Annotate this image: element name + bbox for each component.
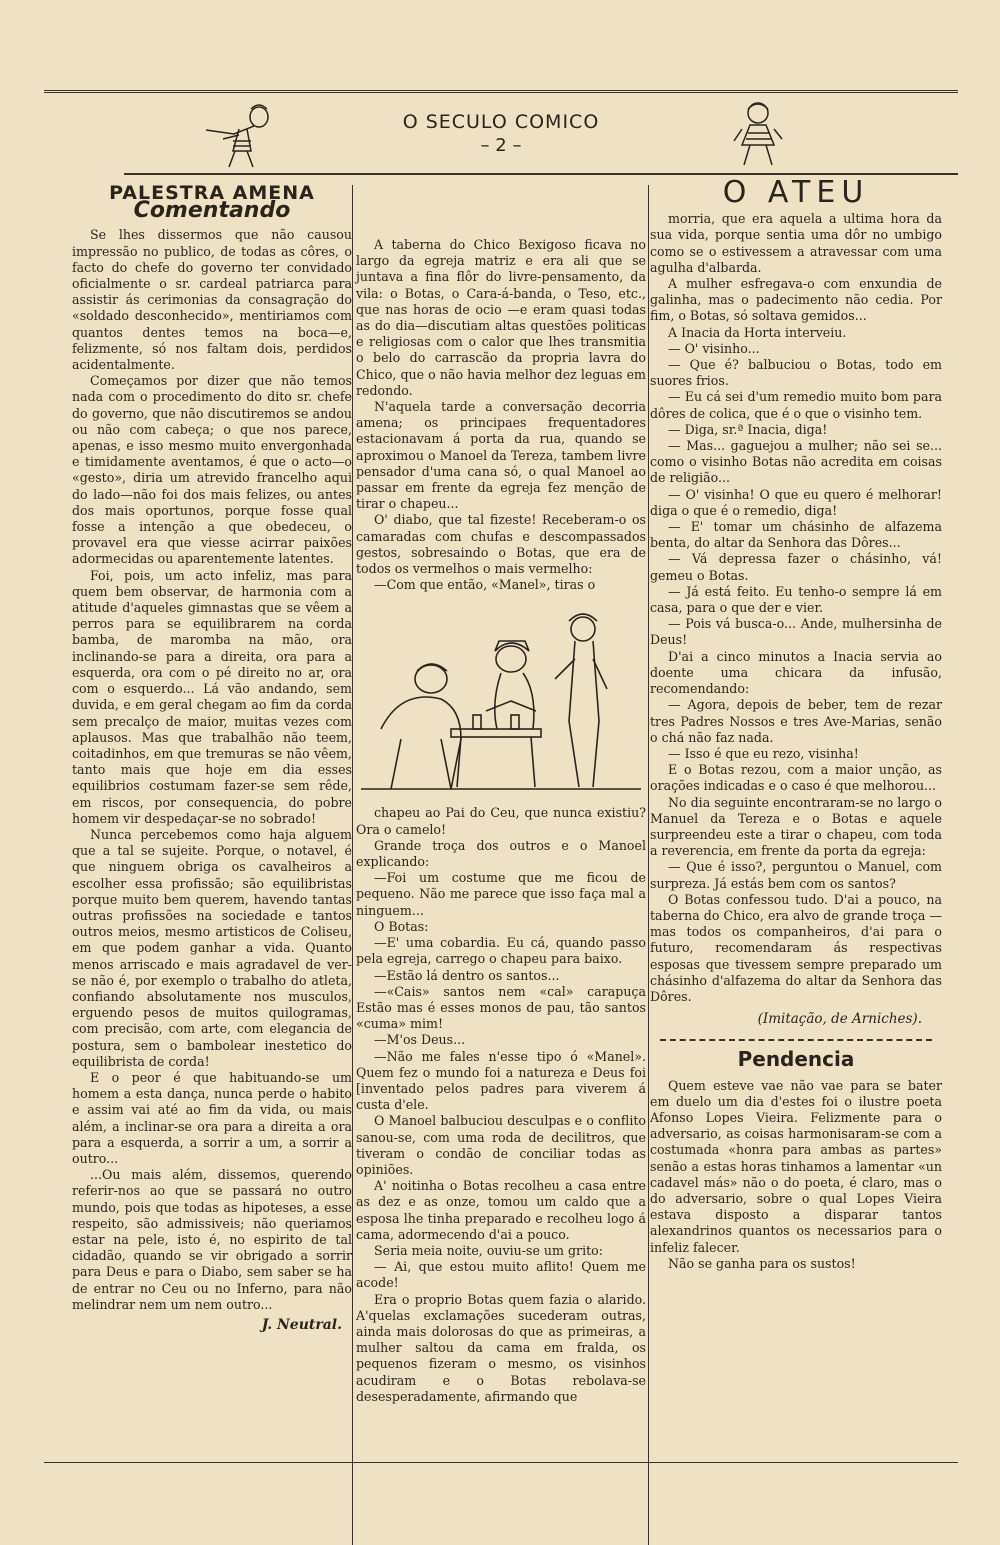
paragraph: ...Ou mais além, dissemos, querendo referir-nos ao que se passará no outro mundo, pois que todas as hipoteses, a esse respeito, são admissiveis; não queriamos estar na pele, isto é, no espirito de tal cidadão, quando se vir obrigado a sorrir para Deus e para o Diabo, sem saber se ha de entrar no Ceu ou no Inferno, para não melindrar nem um nem outro... (72, 1167, 352, 1312)
paragraph: A Inacia da Horta interveiu. (668, 324, 847, 340)
article-title: O ATEU (722, 175, 870, 210)
paragraph: —Com que então, «Manel», tiras o (374, 577, 596, 593)
page-number: – 2 – (480, 135, 522, 156)
bottom-rule (44, 1462, 958, 1463)
paragraph: — Que é? balbuciou o Botas, todo em suores frios. (650, 357, 942, 389)
paragraph: Seria meia noite, ouviu-se um grito: (374, 1242, 603, 1258)
paragraph: Foi, pois, um acto infeliz, mas para quem bem observar, de harmonia com a atitude d'aqueles gimnastas que se vêem a perros para se equilibrarem na corda bamba, de maromba na mão, ora inclinando-se para a direita, ora para a esquerda, ora com o pé direito no ar, ora com o esquerdo... Lá vão andando, sem duvida, e em geral chegam ao fim da corda sem precalço de maior, muitas vezes com aplausos. Mas que trabalhão não teem, coitadinhos, em que tremuras se não vêem, tanto mais que hoje em dia esses equilibrios costumam fazer-se sem rêde, em riscos, por consequencia, do pobre homem vir despedaçar-se no sobrado! (72, 567, 352, 826)
paragraph: — Ai, que estou muito aflito! Quem me acode! (356, 1259, 646, 1291)
paragraph: Começamos por dizer que não temos nada com o procedimento do dito sr. chefe do governo, que não discutiremos se andou ou não com cabeça; o que nos parece, apenas, e isso mesmo muito envergonhada e timidamente aventamos, é que o acto—o «gesto», diria um atrevido francelho aqui do lado—não foi dos mais felizes, ou antes dos mais oportunos, porque fosse qual fosse a intenção a que obedeceu, o provavel era que viesse acirrar paixões adormecidas ou aparentemente latentes. (72, 373, 352, 567)
paragraph: — Isso é que eu rezo, visinha! (668, 745, 859, 761)
column-ateu-part2 (650, 175, 942, 1272)
paragraph: —Não me fales n'esse tipo ó «Manel». Quem fez o mundo foi a natureza e Deus foi [inventado pelos padres para viverem á custa d'ele. (356, 1048, 646, 1113)
paragraph: O Botas: (374, 918, 429, 934)
paragraph: — Mas... gaguejou a mulher; não sei se... como o visinho Botas não acredita em coisas de religião... (650, 438, 942, 486)
paragraph: — E' tomar um chásinho de alfazema benta, do altar da Senhora das Dôres... (650, 519, 942, 551)
cartoon-figure-right-icon (730, 99, 790, 171)
paragraph: O Manoel balbuciou desculpas e o conflito sanou-se, com uma roda de decilitros, que tiveram o condão de conciliar todas as opiniões. (356, 1113, 646, 1177)
paragraph: Nunca percebemos como haja alguem que a tal se sujeite. Porque, o notavel, é que ninguem obriga os cavalheiros a escolher essa profissão; são equilibristas porque muito bem querem, havendo tantas outras profissões na sociedade e tantos outros meios, mesmo artisticos de Coliseu, em que podem ganhar a vida. Quanto menos arriscado e mais agradavel de ver-se não é, por exemplo o trabalho do atleta, confiando absolutamente nos musculos, erguendo pesos de muitos quilogramas, com precisão, com arte, com elegancia de postura, sem o bambolear inestetico do equilibrista de corda! (72, 826, 352, 1069)
tavern-illustration-icon (361, 599, 641, 799)
paragraph: — O' visinho... (668, 340, 760, 356)
column-divider (648, 185, 649, 1545)
paragraph: N'aquela tarde a conversação decorria amena; os principaes frequentadores estacionavam á porta da rua, quando se aproximou o Manoel da Tereza, tambem livre pensador d'uma cana só, o qual Manoel ao passar em frente da egreja fez menção de tirar o chapeu... (356, 399, 646, 512)
paragraph: Quem esteve vae não vae para se bater em duelo um dia d'estes foi o ilustre poeta Afonso Lopes Vieira. Felizmente para o adversario, as coisas harmonisaram-se com a costumada «honra para ambas as partes» senão a estas horas tinhamos a lamentar «un cadavel más» não o do poeta, é claro, mas o do adversario, sobre o qual Lopes Vieira estava disposto a disparar tantos alexandrinos quantos os necessarios para o infeliz falecer. (650, 1077, 942, 1255)
author-signature: J. Neutral. (261, 1317, 342, 1334)
paragraph: O' diabo, que tal fizeste! Receberam-o os camaradas com chufas e descompassados gestos, sobresaindo o Botas, que era de todos os vermelhos o mais vermelho: (356, 512, 646, 577)
paragraph: Não se ganha para os sustos! (668, 1255, 856, 1271)
paragraph: — Agora, depois de beber, tem de rezar tres Padres Nossos e tres Ave-Marias, senão o chá não faz nada. (650, 697, 942, 745)
newspaper-title: O SECULO COMICO (402, 111, 600, 133)
paragraph: — Diga, sr.ª Inacia, diga! (668, 421, 828, 437)
paragraph: A taberna do Chico Bexigoso ficava no largo da egreja matriz e era ali que se juntava a fina flôr do livre-pensamento, da vila: o Botas, o Cara-á-banda, o Teso, etc., que nas horas de ocio —e eram quasi todas as do dia—discutiam altas questões politicas e religiosas com o calor que lhes transmitia o belo do carrascão da propria lavra do Chico, que o não havia melhor dez leguas em redondo. (356, 237, 646, 398)
paragraph: Grande troça dos outros e o Manoel explicando: (356, 837, 646, 870)
paragraph: D'ai a cinco minutos a Inacia servia ao doente uma chicara da infusão, recomendando: (650, 648, 942, 697)
masthead (44, 93, 958, 183)
paragraph: chapeu ao Pai do Ceu, que nunca existiu? Ora o camelo! (356, 805, 646, 837)
paragraph: Era o proprio Botas quem fazia o alarido. A'quelas exclamações sucederam outras, ainda mais dolorosas do que as primeiras, a mulher saltou da cama em fralda, os pequenos fizeram o mesmo, os visinhos acudiram e o Botas rebolava-se desesperadamente, afirmando que (356, 1291, 646, 1404)
paragraph: —«Cais» santos nem «cal» carapuça Estão mas é esses monos de pau, tão santos «cuma» mim! (356, 983, 646, 1032)
paragraph: A' noitinha o Botas recolheu a casa entre as dez e as onze, tomou um caldo que a esposa lhe tinha preparado e recolheu logo á cama, adormecendo d'ai a pouco. (356, 1178, 646, 1242)
paragraph: A mulher esfregava-o com enxundia de galinha, mas o padecimento não cedia. Por fim, o Botas, só soltava gemidos... (650, 276, 942, 324)
paragraph: —Foi um costume que me ficou de pequeno. Não me parece que isso faça mal a ninguem... (356, 870, 646, 918)
section-title-pendencia: Pendencia (737, 1047, 855, 1072)
paragraph: —Estão lá dentro os santos... (374, 967, 560, 983)
column-ateu-part1 (356, 185, 646, 1405)
paragraph: — Já está feito. Eu tenho-o sempre lá em casa, para o que der e vier. (650, 583, 942, 616)
article-subtitle: Comentando (133, 198, 291, 224)
paragraph: Se lhes dissermos que não causou impressão no publico, de todas as côres, o facto do chefe do governo ter convidado oficialmente o sr. cardeal patriarca para assistir ás cerimonias da consagração do «soldado desconhecido», mentiriamos com quantos dentes temos na boca—e, felizmente, só nos faltam dois, perdidos acidentalmente. (72, 227, 352, 373)
paragraph: E o peor é que habituando-se um homem a esta dança, nunca perde o habito e assim vai até ao fim da vida, ou mais além, a inclinar-se ora para a direita a ora para a esquerda, a sorrir a um, a sorrir a outro... (72, 1069, 352, 1166)
title-spacer (356, 185, 646, 237)
section-title: PALESTRA AMENA (109, 182, 315, 204)
paragraph: No dia seguinte encontraram-se no largo o Manuel da Tereza e o Botas e aquele surpreendeu este a tirar o chapeu, com toda a reverencia, em frente da porta da egreja: (650, 794, 942, 859)
column-divider (352, 185, 353, 1545)
paragraph: — Pois vá busca-o... Ande, mulhersinha de Deus! (650, 616, 942, 648)
newspaper-page (44, 90, 958, 1473)
attribution: (Imitação, de Arniches). (757, 1011, 922, 1028)
paragraph: O Botas confessou tudo. D'ai a pouco, na taberna do Chico, era alvo de grande troça — mas todos os companheiros, d'ai para o futuro, recomendaram ás respectivas esposas que tivessem sempre preparado um chásinho d'alfazema do altar da Senhora das Dôres. (650, 891, 942, 1004)
column-palestra-amena (72, 182, 352, 1334)
paragraph: — Eu cá sei d'um remedio muito bom para dôres de colica, que é o que o visinho tem. (650, 389, 942, 421)
paragraph: E o Botas rezou, com a maior unção, as orações indicadas e o caso é que melhorou... (650, 762, 942, 794)
paragraph: — Vá depressa fazer o chásinho, vá! gemeu o Botas. (650, 551, 942, 583)
paragraph: — Que é isso?, perguntou o Manuel, com surpreza. Já estás bem com os santos? (650, 859, 942, 891)
paragraph: — O' visinha! O que eu quero é melhorar! diga o que é o remedio, diga! (650, 486, 942, 518)
paragraph: —E' uma cobardia. Eu cá, quando passo pela egreja, carrego o chapeu para baixo. (356, 935, 646, 967)
section-separator (660, 1039, 932, 1041)
paragraph: morria, que era aquela a ultima hora da sua vida, porque sentia uma dôr no umbigo como se o estivessem a atravessar com uma agulha d'albarda. (650, 211, 942, 275)
paragraph: —M'os Deus... (374, 1032, 466, 1048)
